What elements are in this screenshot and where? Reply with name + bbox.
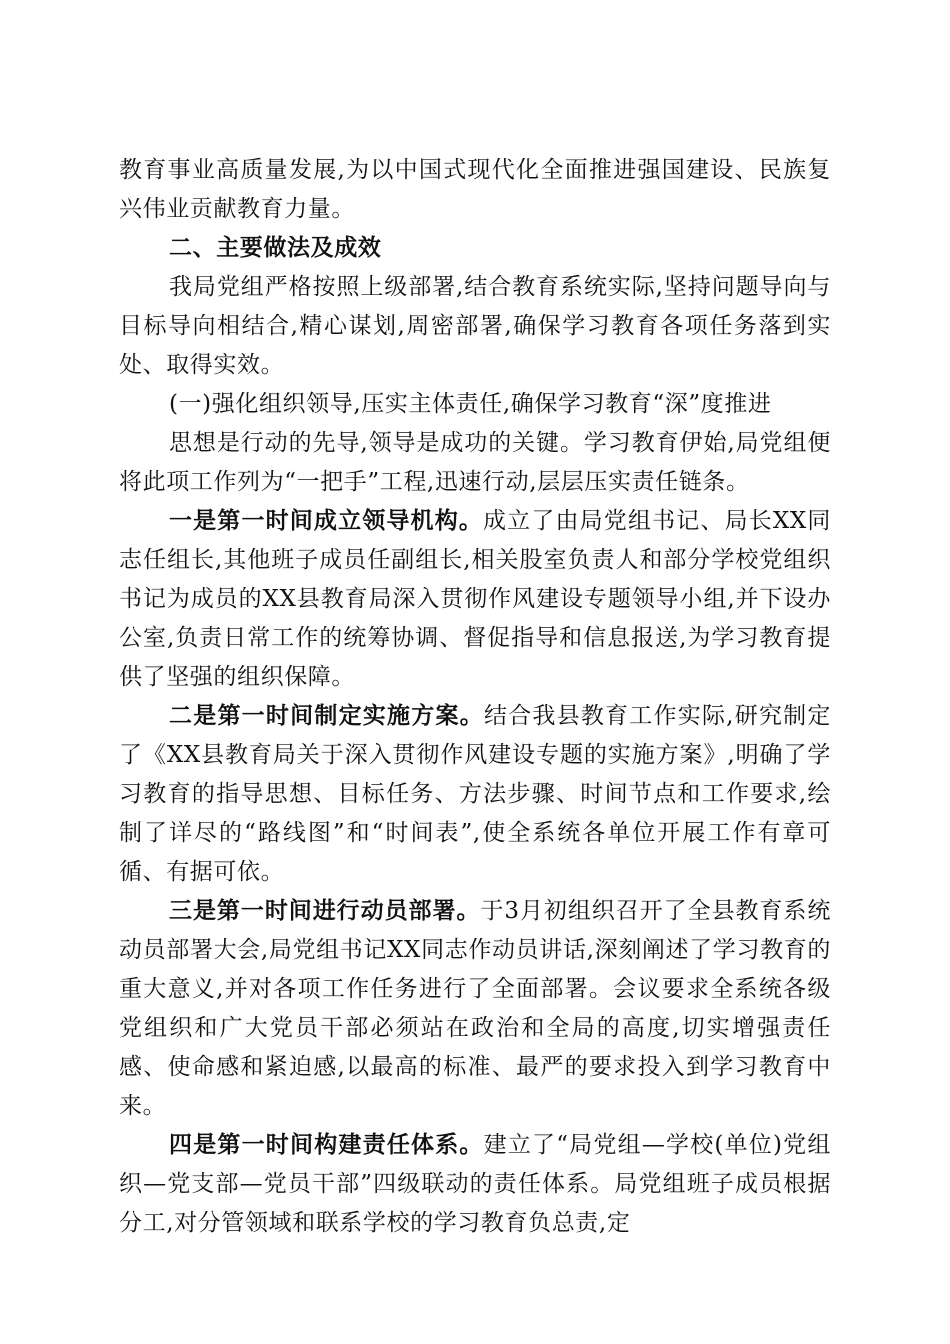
document-body	[119, 151, 831, 1243]
subsection-heading-organization	[119, 385, 831, 424]
paragraph-text: 思想是行动的先导,领导是成功的关键。学习教育伊始,局党组便将此项工作列为“一把手”工程,迅速行动,层层压实责任链条。	[119, 430, 831, 495]
point-lead: 三是第一时间进行动员部署。	[169, 898, 481, 924]
paragraph-text: 教育事业高质量发展,为以中国式现代化全面推进强国建设、民族复兴伟业贡献教育力量。	[119, 157, 831, 222]
paragraph-point-one	[119, 502, 831, 697]
point-lead: 一是第一时间成立领导机构。	[169, 508, 484, 534]
paragraph-text: 成立了由局党组书记、局长XX同志任组长,其他班子成员任副组长,相关股室负责人和部分学校党组织书记为成员的XX县教育局深入贯彻作风建设专题领导小组,并下设办公室,负责日常工作的统筹协调、督促指导和信息报送,为学习教育提供了坚强的组织保障。	[119, 508, 831, 690]
paragraph-point-four	[119, 1126, 831, 1243]
paragraph-text: 我局党组严格按照上级部署,结合教育系统实际,坚持问题导向与目标导向相结合,精心谋划,周密部署,确保学习教育各项任务落到实处、取得实效。	[119, 274, 831, 378]
paragraph-point-two	[119, 697, 831, 892]
paragraph-leadership	[119, 424, 831, 502]
paragraph-text: 结合我县教育工作实际,研究制定了《XX县教育局关于深入贯彻作风建设专题的实施方案》,明确了学习教育的指导思想、目标任务、方法步骤、时间节点和工作要求,绘制了详尽的“路线图”和“时间表”,使全系统各单位开展工作有章可循、有据可依。	[119, 703, 831, 885]
point-lead: 二是第一时间制定实施方案。	[169, 703, 484, 729]
section-heading-main-practices	[119, 229, 831, 268]
paragraph-point-three	[119, 892, 831, 1126]
point-lead: 四是第一时间构建责任体系。	[169, 1132, 484, 1158]
paragraph-text: 建立了“局党组—学校(单位)党组织—党支部—党员干部”四级联动的责任体系。局党组班子成员根据分工,对分管领域和联系学校的学习教育负总责,定	[119, 1132, 831, 1236]
heading-text: 二、主要做法及成效	[169, 235, 382, 261]
subheading-text: (一)强化组织领导,压实主体责任,确保学习教育“深”度推进	[169, 391, 772, 417]
paragraph-overview	[119, 268, 831, 385]
paragraph-intro-continuation	[119, 151, 831, 229]
paragraph-text: 于3月初组织召开了全县教育系统动员部署大会,局党组书记XX同志作动员讲话,深刻阐述了学习教育的重大意义,并对各项工作任务进行了全面部署。会议要求全系统各级党组织和广大党员干部必须站在政治和全局的高度,切实增强责任感、使命感和紧迫感,以最高的标准、最严的要求投入到学习教育中来。	[119, 898, 831, 1119]
